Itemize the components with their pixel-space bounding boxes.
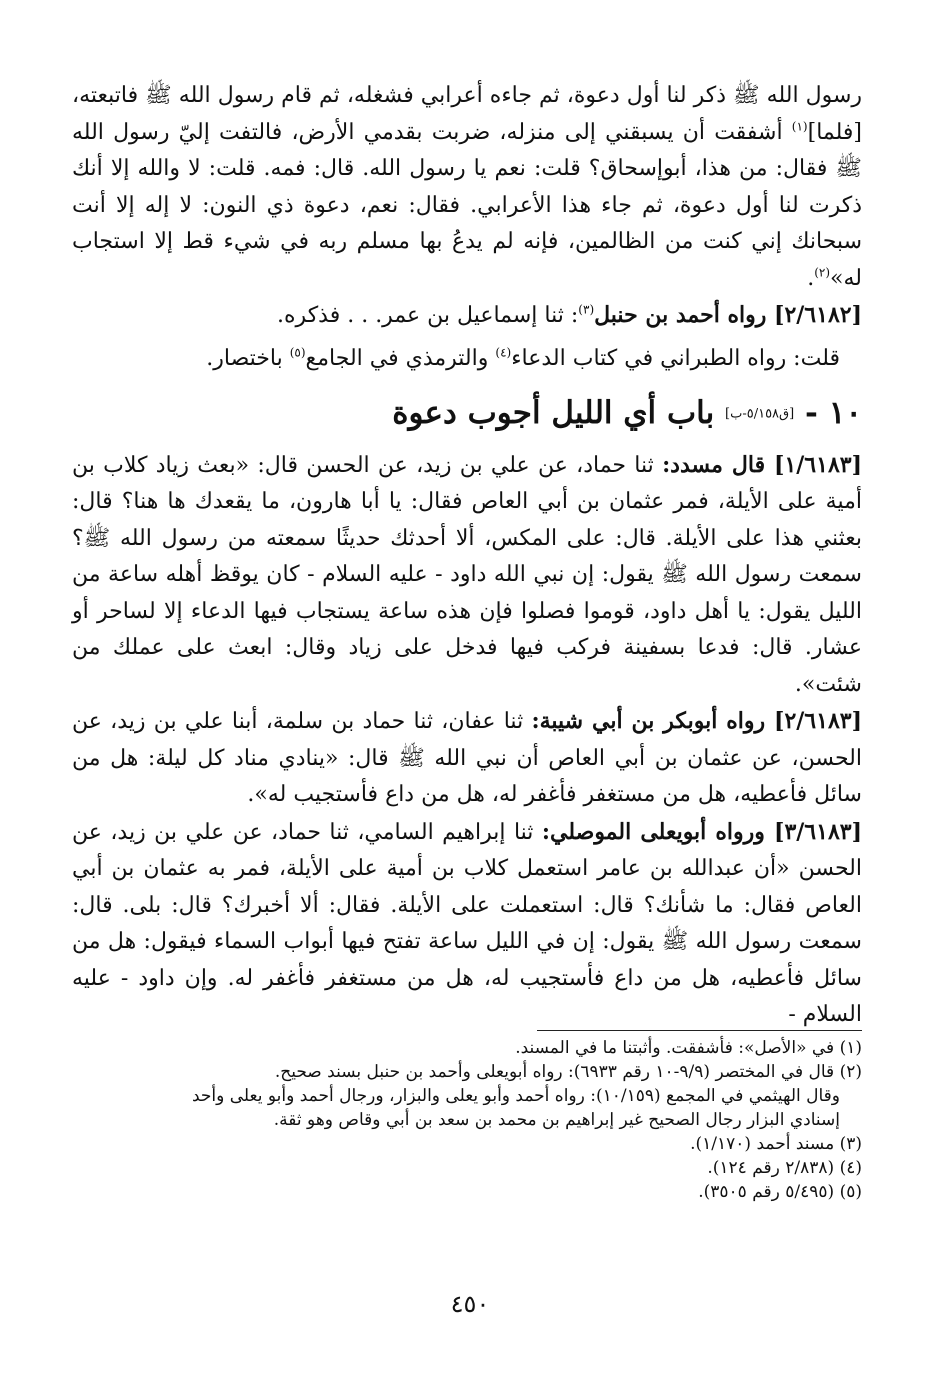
footnote-2-continuation: إسنادي البزار رجال الصحيح غير إبراهيم بن محمد بن سعد بن أبي وقاص وهو ثقة. [273, 1110, 840, 1130]
footnote-marker-5: (٥) [289, 345, 306, 360]
intro-text-rest: أشفقت أن يسبقني إلى منزله، ضربت بقدمي الأرض، فالتفت إليّ رسول الله ﷺ فقال: من هذا، أبوإسحاق؟ قلت: نعم يا رسول الله. قال: فمه. قلت: لا والله إلا أنك ذكرت لنا أول دعوة، ثم جاء هذا الأعرابي. فقال: نعم، دعوة ذي النون: لا إله إلا أنت سبحانك إني كنت من الظالمين، فإنه لم يدعُ بها مسلم ربه في شيء قط إلا استجاب له» [72, 119, 862, 291]
footnote-4: (٤) (٢/٨٣٨ رقم ١٢٤). [707, 1158, 862, 1178]
footnote-2: (٢) قال في المختصر (٩/٩-١٠ رقم ٦٩٣٣): رواه أبويعلى وأحمد بن حنبل بسند صحيح. [274, 1062, 862, 1082]
note-text-c: باختصار. [206, 345, 290, 371]
hadith-6183-1 [72, 447, 862, 704]
chapter-title: باب أي الليل أجوب دعوة [392, 395, 715, 431]
footnote-1: (١) في «الأصل»: فأشفقت. وأثبتنا ما في المسند. [515, 1038, 862, 1058]
hadith-text: ثنا عفان، ثنا حماد بن سلمة، أبنا علي بن زيد، عن الحسن، عن عثمان بن أبي العاص أن نبي الله ﷺ قال: «ينادي مناد كل ليلة: هل من سائل فأعطيه، هل من مستغفر فأغفر له، هل من داع فأستجيب له». [72, 709, 862, 807]
hadith-text: : ثنا إسماعيل بن عمر. . . فذكره. [277, 303, 579, 328]
hadith-6183-3 [72, 814, 862, 1034]
chapter-heading [72, 391, 862, 437]
hadith-text: ثنا حماد، عن علي بن زيد، عن الحسن قال: «بعث زياد كلاب بن أمية على الأيلة، فمر عثمان بن أبي العاص فقال: يا أبا هارون، ما يقعدك ها هنا؟ قال: بعثني هذا على الأيلة. قال: على المكس، ألا أحدثك حديثًا سمعته من رسول الله ﷺ؟ سمعت رسول الله ﷺ يقول: إن نبي الله داود - عليه السلام - كان يوقظ أهله ساعة من الليل يقول: يا أهل داود، قوموا فصلوا فإن هذه ساعة يستجاب فيها الدعاء إلا لساحر أو عشار. قال: فدعا بسفينة فركب فيها فدخل على زياد وقال: ابعث على عملك من شئت». [72, 452, 862, 697]
editor-note [72, 341, 862, 378]
note-text-b: والترمذي في الجامع [305, 345, 496, 371]
footnote-marker-1: (١) [791, 119, 808, 134]
footnotes [72, 1036, 862, 1204]
footnote-divider [537, 1030, 862, 1031]
intro-text-end: . [807, 265, 815, 291]
footnote-5: (٥) (٥/٤٩٥ رقم ٣٥٠٥). [698, 1182, 862, 1202]
footnote-3: (٣) مسند أحمد (١/١٧٠). [690, 1134, 862, 1154]
footnote-marker-2: (٢) [814, 265, 831, 280]
chapter-number: ١٠ - [805, 395, 862, 431]
footnote-marker-4: (٤) [495, 345, 512, 360]
hadith-ref-label: [١/٦١٨٣] قال مسدد: [662, 451, 862, 478]
hadith-text: ثنا إبراهيم السامي، ثنا حماد، عن علي بن زيد، عن الحسن «أن عبدالله بن عامر استعمل كلاب بن أمية على الأيلة، فمر به عثمان بن أبي العاص فقال: ما شأنك؟ قال: استعملت على الأيلة. فقال: ألا أخبرك؟ قال: بلى. قال: سمعت رسول الله ﷺ يقول: إن في الليل ساعة تفتح فيها أبواب السماء فيقول: هل من سائل فأعطيه، هل من داع فأستجيب له، هل من مستغفر فأغفر له. وإن داود - عليه السلام - [72, 819, 862, 1027]
note-text-a: قلت: رواه الطبراني في كتاب الدعاء [511, 345, 840, 371]
hadith-ref-label: [٣/٦١٨٣] ورواه أبويعلى الموصلي: [541, 818, 862, 845]
hadith-ref-label: [٢/٦١٨٢] رواه أحمد بن حنبل [594, 302, 862, 328]
intro-paragraph [72, 78, 862, 297]
intro-text: رسول الله ﷺ ذكر لنا أول دعوة، ثم جاءه أعرابي فشغله، ثم قام رسول الله ﷺ فاتبعته، [فلما] [72, 83, 862, 145]
footnote-marker-3: (٣) [578, 302, 595, 317]
hadith-6182-2 [72, 297, 862, 335]
hadith-ref-label: [٢/٦١٨٣] رواه أبوبكر بن أبي شيبة: [531, 708, 862, 734]
footnote-2-continuation: وقال الهيثمي في المجمع (١٠/١٥٩): رواه أحمد وأبو يعلى والبزار، ورجال أحمد وأبو يعلى وأحد [191, 1086, 840, 1106]
manuscript-folio: [ق٥/١٥٨-ب] [725, 406, 795, 422]
hadith-6183-2 [72, 703, 862, 814]
main-text [72, 78, 862, 1034]
page-number: ٤٥٠ [450, 1290, 490, 1318]
